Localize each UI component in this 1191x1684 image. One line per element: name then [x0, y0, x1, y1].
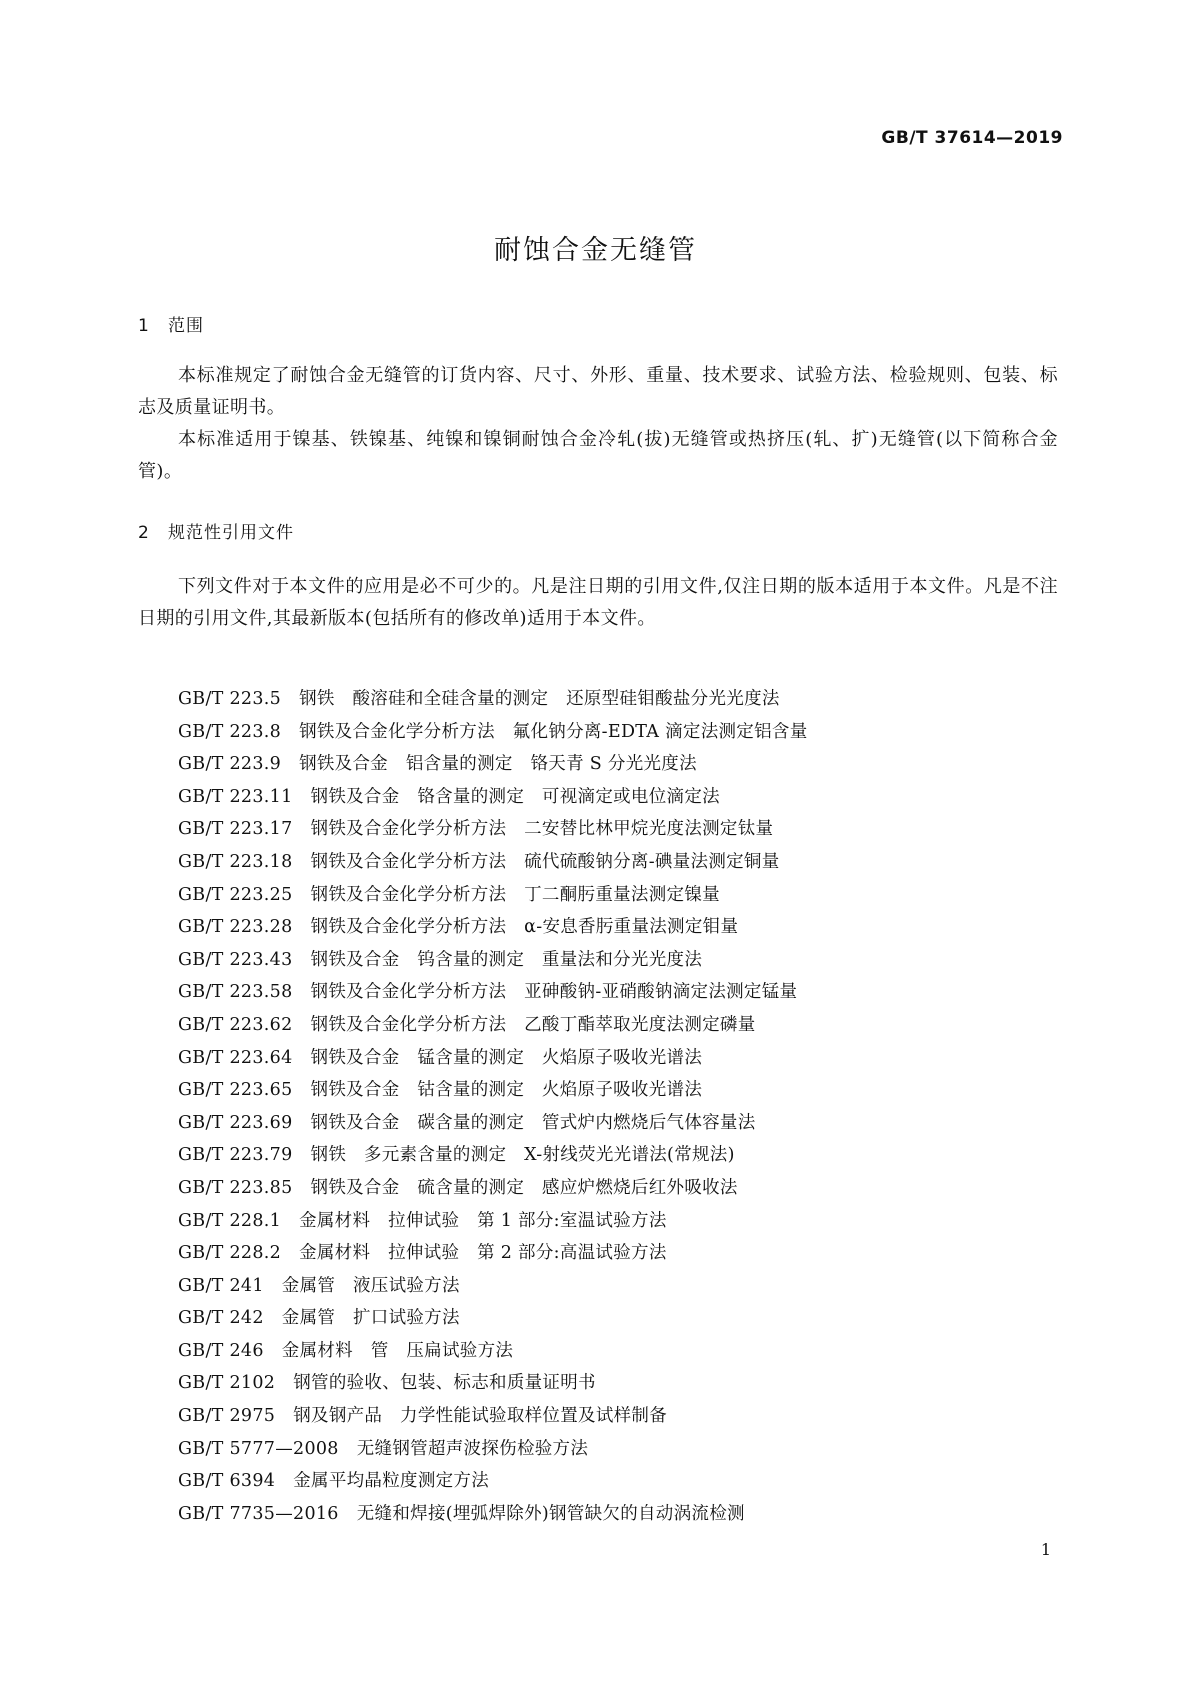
reference-code: GB/T 228.2 [178, 1243, 282, 1264]
reference-title: 钢铁及合金化学分析方法 丁二酮肟重量法测定镍量 [310, 884, 720, 905]
reference-code: GB/T 223.18 [178, 851, 293, 872]
reference-item [178, 1433, 1058, 1466]
reference-title: 金属平均晶粒度测定方法 [293, 1471, 490, 1492]
reference-item [178, 1400, 1058, 1433]
reference-title: 金属管 液压试验方法 [281, 1275, 460, 1296]
reference-title: 钢铁及合金 硫含量的测定 感应炉燃烧后红外吸收法 [310, 1177, 738, 1198]
section-1-number: 1 [138, 316, 150, 336]
reference-code: GB/T 2102 [178, 1373, 276, 1394]
reference-item [178, 1465, 1058, 1498]
references-intro: 下列文件对于本文件的应用是必不可少的。凡是注日期的引用文件,仅注日期的版本适用于本文件。凡是不注日期的引用文件,其最新版本(包括所有的修改单)适用于本文件。 [138, 576, 1058, 629]
reference-code: GB/T 223.28 [178, 917, 293, 938]
reference-code: GB/T 223.79 [178, 1145, 293, 1166]
document-title: 耐蚀合金无缝管 [494, 235, 697, 266]
reference-title: 钢铁及合金 碳含量的测定 管式炉内燃烧后气体容量法 [310, 1112, 756, 1133]
reference-list [178, 683, 1058, 1530]
section-2-title: 规范性引用文件 [168, 523, 294, 543]
scope-paragraph-2: 本标准适用于镍基、铁镍基、纯镍和镍铜耐蚀合金冷轧(拔)无缝管或热挤压(轧、扩)无缝管(以下简称合金管)。 [138, 429, 1058, 482]
section-2-heading [138, 518, 294, 543]
reference-code: GB/T 241 [178, 1275, 264, 1296]
reference-item [178, 911, 1058, 944]
reference-item [178, 683, 1058, 716]
reference-item [178, 1498, 1058, 1531]
reference-item [178, 1302, 1058, 1335]
scope-paragraph-1: 本标准规定了耐蚀合金无缝管的订货内容、尺寸、外形、重量、技术要求、试验方法、检验规则、包装、标志及质量证明书。 [138, 365, 1058, 418]
reference-title: 金属材料 拉伸试验 第 1 部分:室温试验方法 [299, 1210, 667, 1231]
reference-title: 钢铁及合金 锰含量的测定 火焰原子吸收光谱法 [310, 1047, 703, 1068]
reference-title: 钢铁及合金 钨含量的测定 重量法和分光光度法 [310, 949, 703, 970]
reference-code: GB/T 2975 [178, 1406, 276, 1427]
reference-title: 钢铁及合金 铬含量的测定 可视滴定或电位滴定法 [310, 786, 720, 807]
standard-code: GB/T 37614—2019 [881, 128, 1063, 148]
reference-title: 金属材料 拉伸试验 第 2 部分:高温试验方法 [299, 1243, 667, 1264]
reference-item [178, 846, 1058, 879]
reference-item [178, 1074, 1058, 1107]
reference-code: GB/T 223.58 [178, 982, 293, 1003]
reference-item [178, 1237, 1058, 1270]
reference-title: 无缝钢管超声波探伤检验方法 [356, 1438, 589, 1459]
reference-item [178, 1172, 1058, 1205]
reference-item [178, 1042, 1058, 1075]
reference-title: 钢铁及合金化学分析方法 硫代硫酸钠分离-碘量法测定铜量 [310, 851, 780, 872]
reference-code: GB/T 246 [178, 1340, 264, 1361]
reference-item [178, 1107, 1058, 1140]
reference-item [178, 1205, 1058, 1238]
reference-code: GB/T 223.5 [178, 689, 282, 709]
reference-code: GB/T 223.8 [178, 721, 282, 742]
reference-code: GB/T 7735—2016 [178, 1503, 339, 1524]
reference-item [178, 976, 1058, 1009]
reference-item [178, 1270, 1058, 1303]
section-1-heading [138, 311, 204, 336]
reference-item [178, 1367, 1058, 1400]
reference-item [178, 1139, 1058, 1172]
reference-code: GB/T 223.69 [178, 1112, 293, 1133]
reference-code: GB/T 223.43 [178, 949, 293, 970]
reference-code: GB/T 223.25 [178, 884, 293, 905]
reference-title: 无缝和焊接(埋弧焊除外)钢管缺欠的自动涡流检测 [356, 1503, 745, 1524]
reference-title: 钢管的验收、包装、标志和质量证明书 [293, 1373, 596, 1394]
reference-title: 钢铁及合金 铝含量的测定 铬天青 S 分光光度法 [299, 754, 697, 775]
reference-title: 钢铁及合金 钴含量的测定 火焰原子吸收光谱法 [310, 1080, 703, 1101]
reference-item [178, 716, 1058, 749]
reference-item [178, 944, 1058, 977]
reference-title: 钢铁及合金化学分析方法 亚砷酸钠-亚硝酸钠滴定法测定锰量 [310, 982, 798, 1003]
reference-code: GB/T 223.9 [178, 754, 282, 775]
section-1-title: 范围 [168, 316, 204, 336]
reference-code: GB/T 6394 [178, 1471, 276, 1492]
reference-title: 钢铁及合金化学分析方法 二安替比林甲烷光度法测定钛量 [310, 819, 774, 840]
reference-item [178, 748, 1058, 781]
section-2-number: 2 [138, 523, 150, 543]
reference-title: 金属管 扩口试验方法 [281, 1308, 460, 1329]
reference-item [178, 879, 1058, 912]
reference-code: GB/T 223.65 [178, 1080, 293, 1101]
reference-title: 钢及钢产品 力学性能试验取样位置及试样制备 [293, 1406, 668, 1427]
reference-code: GB/T 228.1 [178, 1210, 282, 1231]
reference-item [178, 813, 1058, 846]
reference-code: GB/T 242 [178, 1308, 264, 1329]
reference-code: GB/T 223.62 [178, 1014, 293, 1035]
reference-title: 钢铁 酸溶硅和全硅含量的测定 还原型硅钼酸盐分光光度法 [299, 689, 780, 709]
reference-code: GB/T 223.64 [178, 1047, 293, 1068]
reference-title: 金属材料 管 压扁试验方法 [281, 1340, 514, 1361]
reference-title: 钢铁及合金化学分析方法 α-安息香肟重量法测定钼量 [310, 917, 739, 938]
page-number: 1 [1040, 1540, 1051, 1559]
reference-item [178, 1009, 1058, 1042]
reference-title: 钢铁 多元素含量的测定 X-射线荧光光谱法(常规法) [310, 1145, 735, 1166]
reference-code: GB/T 223.11 [178, 786, 293, 807]
reference-title: 钢铁及合金化学分析方法 乙酸丁酯萃取光度法测定磷量 [310, 1014, 756, 1035]
reference-item [178, 1335, 1058, 1368]
reference-title: 钢铁及合金化学分析方法 氟化钠分离-EDTA 滴定法测定铝含量 [299, 721, 808, 742]
reference-code: GB/T 5777—2008 [178, 1438, 339, 1459]
reference-code: GB/T 223.85 [178, 1177, 293, 1198]
reference-code: GB/T 223.17 [178, 819, 293, 840]
reference-item [178, 781, 1058, 814]
